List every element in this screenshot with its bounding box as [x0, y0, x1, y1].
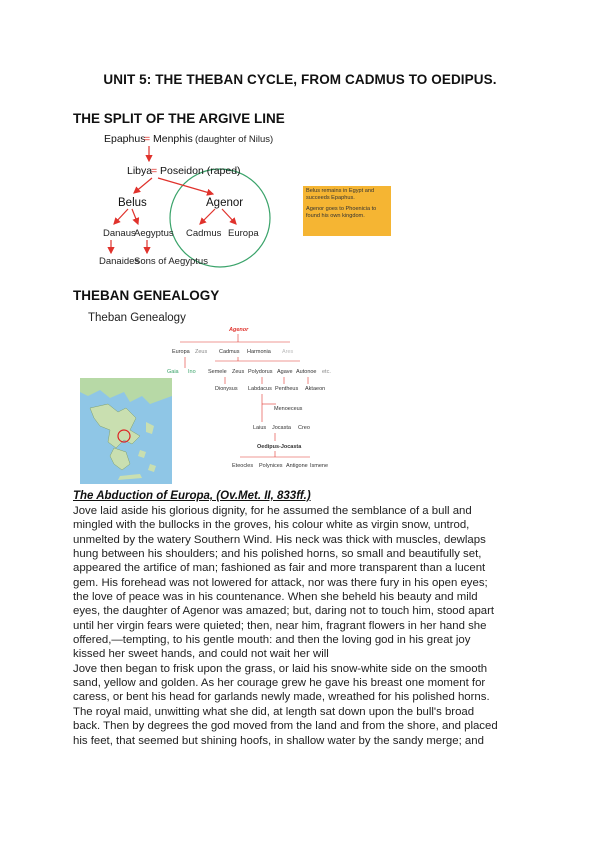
reading-line: the love of peace was in his countenance. When she beheld his beauty and mild [73, 591, 478, 604]
reading-line: hung between his shoulders; and his polished horns, so small and beautifully set, [73, 548, 482, 561]
reading-line: offered,—tempting, to his gentle mouth: and then the loving god in his great joy [73, 634, 471, 647]
gen-zeus-2: Zeus [232, 369, 245, 375]
menphis-note: (daughter of Nilus) [195, 134, 274, 145]
node-sons-of-aegyptus: Sons of Aegyptus [134, 256, 208, 267]
node-poseidon: Poseidon (raped) [160, 165, 241, 177]
reading-line: gem. His forehead was not lowered for attack, nor was there fury in his open eyes; [73, 576, 488, 589]
node-epaphus: Epaphus [104, 133, 146, 145]
gen-creo: Creo [298, 425, 310, 431]
node-agenor: Agenor [206, 197, 244, 209]
reading-line: Jove then began to frisk upon the grass, or laid his snow-white side on the smooth [73, 662, 488, 675]
gen-agave: Agave [277, 369, 293, 375]
gen-semele: Semele [208, 369, 227, 375]
reading-line: until her virgin fears were quieted; then, near him, fragrant flowers in her hand she [73, 619, 487, 632]
reading-line: appeared the artifice of man; fashioned as fair and more transparent than a lucent [73, 562, 486, 575]
genealogy-figure-label: Theban Genealogy [88, 312, 186, 324]
gen-ares: Ares [282, 349, 294, 355]
reading-line: sand, yellow and golden. As her courage grew he gave his breast one moment for [73, 677, 486, 690]
section-heading-argive-line: THE SPLIT OF THE ARGIVE LINE [73, 111, 285, 126]
gen-oedipus-jocasta: Oedipus-Jocasta [257, 444, 302, 450]
gen-polynices: Polynices [259, 463, 283, 469]
gen-aktaeon: Aktaeon [305, 386, 326, 392]
gen-menoeceus: Menoeceus [274, 406, 303, 412]
gen-eteocles: Eteocles [232, 463, 254, 469]
reading-line: back. Then by degrees the god moved from the land and from the shore, and placed [73, 720, 498, 733]
node-danaides: Danaides [99, 256, 140, 267]
note-line-belus: Belus remains in Egypt and succeeds Epaphus. [306, 188, 375, 201]
node-libya: Libya [127, 165, 153, 177]
marriage-sign-2: = [151, 165, 158, 177]
page-title: UNIT 5: THE THEBAN CYCLE, FROM CADMUS TO OEDIPUS. [103, 72, 497, 87]
agenor-circle [170, 169, 270, 267]
reading-line: The royal maid, unwitting what she did, at length sat down upon the bull's broad [73, 705, 475, 718]
marriage-sign-1: = [144, 133, 151, 145]
argive-family-tree [0, 0, 600, 300]
gen-europa: Europa [172, 349, 190, 355]
gen-antigone: Antigone [286, 463, 308, 469]
reading-line: eyes, the daughter of Agenor was amazed; but, daring not to touch him, stood apart [73, 605, 495, 618]
reading-line: Jove laid aside his glorious dignity, for he assumed the semblance of a bull and [73, 505, 472, 517]
gen-ismene: Ismene [310, 463, 329, 469]
reading-body [73, 504, 533, 748]
gen-harmonia: Harmonia [247, 349, 271, 355]
gen-dionysus: Dionysus [215, 386, 238, 392]
gen-pentheus: Pentheus [275, 386, 299, 392]
gen-gaia: Gaia [167, 369, 179, 375]
gen-zeus-1: Zeus [195, 349, 208, 355]
gen-autonoe: Autonoe [296, 369, 317, 375]
reading-line: his feet, that seemed but shining hoofs, in shallow water by the sandy merge; and [73, 734, 484, 747]
section-heading-theban-genealogy: THEBAN GENEALOGY [73, 288, 220, 303]
reading-line: caress, or bent his head for garlands newly made, wreathed for his polished horns. [73, 691, 490, 704]
gen-labdacus: Labdacus [248, 386, 272, 392]
node-cadmus: Cadmus [186, 228, 222, 239]
gen-etc: etc. [322, 369, 331, 375]
reading-line: kissed her sweet hands, and could not wait her will [73, 648, 329, 661]
map-of-greece [80, 378, 172, 484]
reading-line: mingled with the bullocks in the groves, his colour white as virgin snow, untrod, [73, 519, 470, 532]
gen-laius: Laius [253, 425, 267, 431]
gen-polydorus: Polydorus [248, 369, 273, 375]
node-belus: Belus [118, 197, 147, 209]
node-aegyptus: Aegyptus [134, 228, 174, 239]
reading-title: The Abduction of Europa, (Ov.Met. II, 833ff.) [73, 490, 311, 502]
node-danaus: Danaus [103, 228, 136, 239]
node-menphis: Menphis [153, 133, 193, 145]
gen-ino: Ino [188, 369, 196, 375]
argive-note-box [303, 186, 391, 236]
note-line-agenor: Agenor goes to Phoenicia to found his own kingdom. [306, 206, 377, 219]
gen-cadmus: Cadmus [219, 349, 240, 355]
node-europa: Europa [228, 228, 259, 239]
gen-jocasta: Jocasta [272, 425, 291, 431]
gen-agenor: Agenor [229, 327, 249, 333]
reading-line: unmelted by the watery Southern Wind. His neck was thick with muscles, dewlaps [73, 533, 486, 546]
